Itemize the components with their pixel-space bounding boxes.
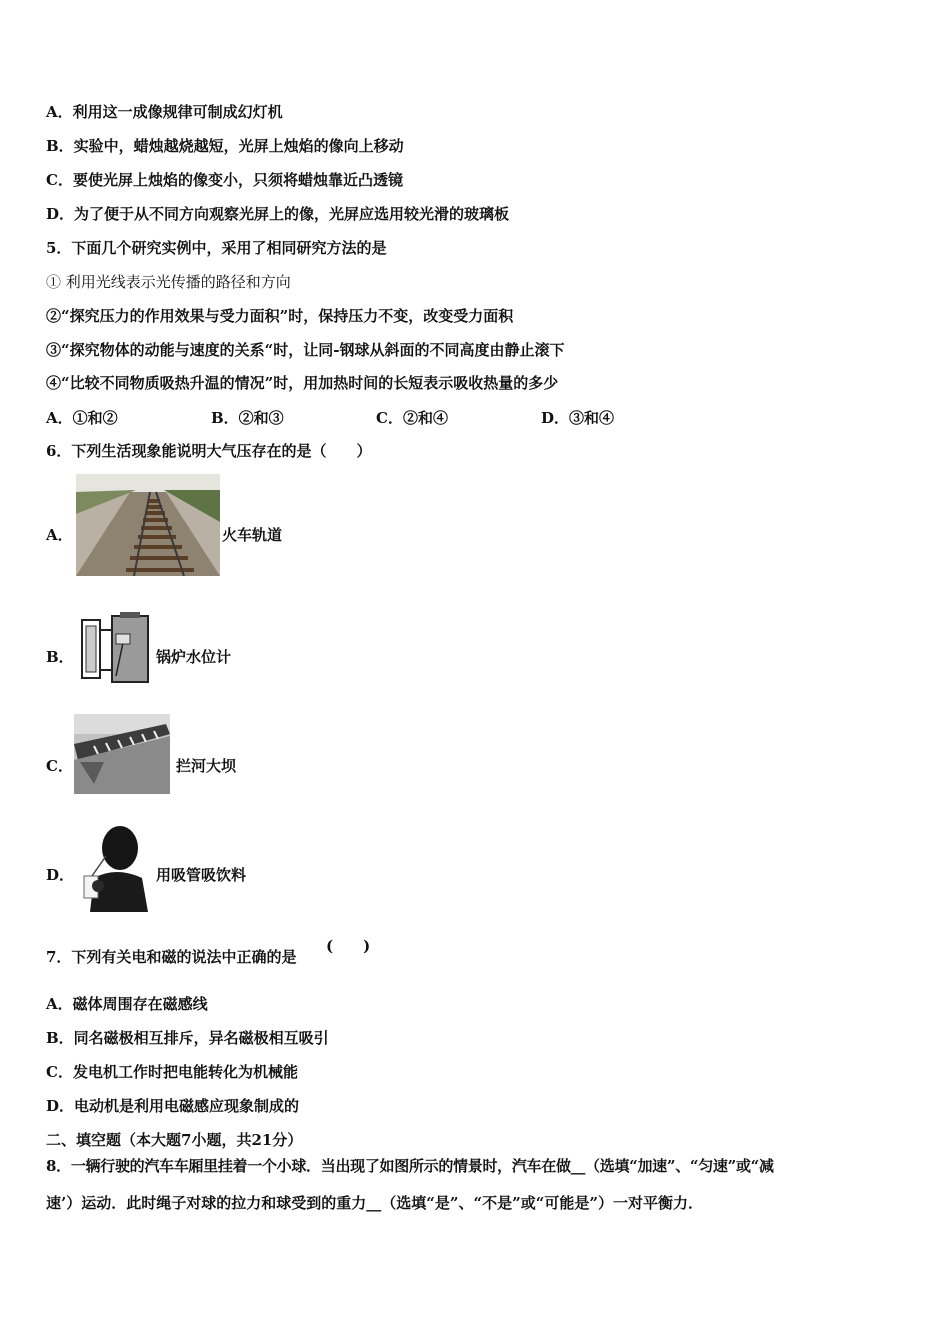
q7-option-c: C．发电机工作时把电能转化为机械能 — [46, 1063, 298, 1081]
q6-option-c — [46, 714, 306, 796]
q5-item-2: ②“探究压力的作用效果与受力面积”时，保持压力不变，改变受力面积 — [46, 307, 514, 325]
q6-option-a-letter: A． — [46, 526, 73, 544]
q5-option-d: D．③和④ — [541, 409, 615, 427]
q5-item-1: ① 利用光线表示光传播的路径和方向 — [46, 273, 291, 291]
q5-options — [46, 407, 666, 427]
q6-option-d — [46, 822, 306, 914]
q6-option-d-caption: 用吸管吸饮料 — [156, 866, 247, 884]
q4-option-a: A．利用这一成像规律可制成幻灯机 — [46, 103, 283, 121]
river-dam-photo — [74, 714, 170, 794]
q6-option-b-letter: B． — [46, 648, 74, 666]
q4-option-d: D．为了便于从不同方向观察光屏上的像，光屏应选用较光滑的玻璃板 — [46, 205, 510, 223]
q8-line-1: 8．一辆行驶的汽车车厢里挂着一个小球．当出现了如图所示的情景时，汽车在做__（选填“加速”、“匀速”或“减 — [46, 1157, 774, 1175]
q7-answer-paren: ( ) — [326, 937, 371, 955]
q7-option-a: A．磁体周围存在磁感线 — [46, 995, 208, 1013]
q5-item-4: ④“比较不同物质吸热升温的情况”时，用加热时间的长短表示吸收热量的多少 — [46, 374, 559, 392]
q6-option-a — [46, 472, 346, 576]
q6-option-c-letter: C． — [46, 757, 73, 775]
q6-option-b — [46, 608, 306, 688]
child-drinking-straw-photo — [76, 824, 152, 912]
boiler-water-gauge-photo — [76, 610, 154, 686]
q6-option-b-caption: 锅炉水位计 — [156, 648, 232, 666]
q5-stem: 5．下面几个研究实例中，采用了相同研究方法的是 — [46, 239, 387, 257]
q6-option-a-caption: 火车轨道 — [222, 526, 283, 544]
q5-option-c: C．②和④ — [376, 409, 448, 427]
q6-option-c-caption: 拦河大坝 — [176, 757, 237, 775]
q7-stem: 7．下列有关电和磁的说法中正确的是 — [46, 948, 297, 966]
q6-option-d-letter: D． — [46, 866, 75, 884]
q4-option-c: C．要使光屏上烛焰的像变小，只须将蜡烛靠近凸透镜 — [46, 171, 403, 189]
railway-track-photo — [76, 474, 220, 576]
q5-option-a: A．①和② — [46, 409, 118, 427]
section-title-fill-blank: 二、填空题（本大题7小题，共21分） — [46, 1131, 303, 1149]
q5-item-3: ③“探究物体的动能与速度的关系“时，让同-钢球从斜面的不同高度由静止滚下 — [46, 341, 565, 359]
q5-option-b: B．②和③ — [211, 409, 284, 427]
q7-option-b: B．同名磁极相互排斥，异名磁极相互吸引 — [46, 1029, 329, 1047]
q4-option-b: B．实验中，蜡烛越烧越短，光屏上烛焰的像向上移动 — [46, 137, 404, 155]
q6-stem: 6．下列生活现象能说明大气压存在的是（ ） — [46, 442, 372, 460]
q7-option-d: D．电动机是利用电磁感应现象制成的 — [46, 1097, 300, 1115]
q8-line-2: 速’）运动．此时绳子对球的拉力和球受到的重力__（选填“是”、“不是”或“可能是”）一对平衡力． — [46, 1194, 703, 1212]
